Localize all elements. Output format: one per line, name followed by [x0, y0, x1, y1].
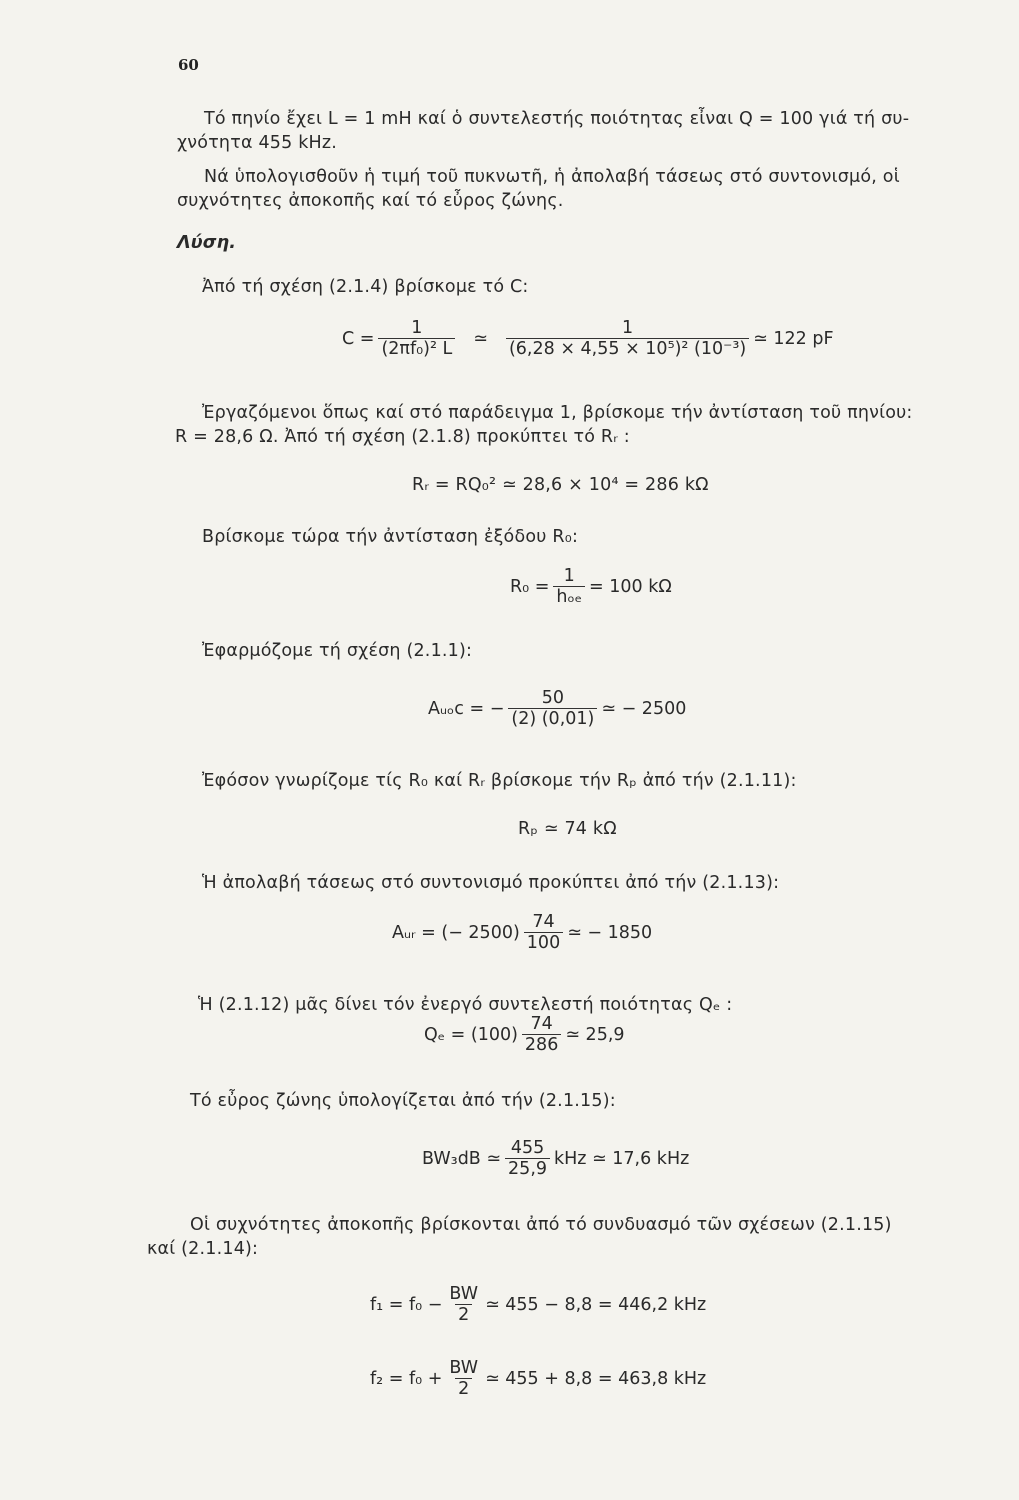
equation-aur [392, 912, 652, 953]
eq-aur-den: 100 [524, 932, 563, 953]
text-qe: Ἡ (2.1.12) μᾶς δίνει τόν ἐνεργό συντελεστή ποιότητας Qₑ : [198, 995, 733, 1015]
eq-c-approx: ≃ [473, 328, 488, 349]
problem-line-4: συχνότητες ἀποκοπῆς καί τό εὖρος ζώνης. [177, 191, 564, 211]
eq-ro-rhs: = 100 kΩ [589, 576, 672, 597]
eq-f2-den: 2 [455, 1378, 472, 1399]
text-coil-resistance-2: R = 28,6 Ω. Ἀπό τή σχέση (2.1.8) προκύπτει τό Rᵣ : [175, 427, 630, 447]
eq-auoc-den: (2) (0,01) [508, 708, 597, 729]
eq-c-result: ≃ 122 pF [753, 328, 834, 349]
eq-aur-rhs: ≃ − 1850 [567, 922, 653, 943]
problem-line-2: χνότητα 455 kHz. [177, 133, 338, 153]
text-cutoff-1: Οἱ συχνότητες ἀποκοπῆς βρίσκονται ἀπό τό συνδυασμό τῶν σχέσεων (2.1.15) [190, 1215, 892, 1235]
eq-auoc-num: 50 [541, 688, 564, 708]
eq-f1-rhs: ≃ 455 − 8,8 = 446,2 kHz [485, 1294, 707, 1315]
eq-c-den-1: (2πf₀)² L [378, 338, 455, 359]
eq-qe-rhs: ≃ 25,9 [565, 1024, 625, 1045]
eq-c-num-2: 1 [622, 318, 634, 338]
eq-f1-den: 2 [455, 1304, 472, 1325]
text-gain: Ἡ ἀπολαβή τάσεως στό συντονισμό προκύπτει ἀπό τήν (2.1.13): [202, 873, 780, 893]
solution-heading: Λύση. [177, 233, 237, 253]
eq-c-lhs: C = [342, 328, 375, 349]
eq-aur-lhs: Aᵤᵣ = (− 2500) [392, 922, 520, 943]
equation-f2 [370, 1358, 706, 1399]
eq-ro-num: 1 [563, 566, 575, 586]
eq-bw-lhs: BW₃dB ≃ [422, 1148, 502, 1169]
equation-ro [510, 566, 672, 607]
eq-bw-rhs: kHz ≃ 17,6 kHz [554, 1148, 690, 1169]
equation-qe [424, 1014, 625, 1055]
eq-qe-fraction [522, 1014, 561, 1055]
eq-c-num-1: 1 [411, 318, 423, 338]
eq-aur-num: 74 [532, 912, 555, 932]
text-apply: Ἐφαρμόζομε τή σχέση (2.1.1): [202, 641, 473, 661]
equation-rr: Rᵣ = RQ₀² ≃ 28,6 × 10⁴ = 286 kΩ [412, 475, 709, 495]
equation-bw [422, 1138, 689, 1179]
eq-bw-num: 455 [510, 1138, 545, 1158]
eq-f2-rhs: ≃ 455 + 8,8 = 463,8 kHz [485, 1368, 707, 1389]
equation-f1 [370, 1284, 706, 1325]
eq-aur-fraction [524, 912, 563, 953]
eq-bw-fraction [505, 1138, 550, 1179]
page-number: 60 [178, 56, 199, 74]
text-coil-resistance-1: Ἐργαζόμενοι ὅπως καί στό παράδειγμα 1, βρίσκομε τήν ἀντίσταση τοῦ πηνίου: [202, 403, 913, 423]
eq-f2-fraction [446, 1358, 481, 1399]
text-find-c: Ἀπό τή σχέση (2.1.4) βρίσκομε τό C: [202, 277, 529, 297]
equation-auoc [428, 688, 686, 729]
eq-f1-lhs: f₁ = f₀ − [370, 1294, 443, 1315]
eq-f2-num: BW [449, 1358, 479, 1378]
text-find-ro: Βρίσκομε τώρα τήν ἀντίσταση ἐξόδου R₀: [202, 527, 579, 547]
eq-qe-num: 74 [530, 1014, 553, 1034]
eq-qe-lhs: Qₑ = (100) [424, 1024, 518, 1045]
eq-c-fraction-1 [378, 318, 455, 359]
eq-f2-lhs: f₂ = f₀ + [370, 1368, 443, 1389]
equation-rp: Rₚ ≃ 74 kΩ [518, 819, 617, 839]
eq-c-fraction-2 [506, 318, 749, 359]
eq-auoc-fraction [508, 688, 597, 729]
eq-ro-den: hₒₑ [553, 586, 585, 607]
eq-bw-den: 25,9 [505, 1158, 550, 1179]
eq-ro-lhs: R₀ = [510, 576, 550, 597]
text-find-rp: Ἐφόσον γνωρίζομε τίς R₀ καί Rᵣ βρίσκομε τήν Rₚ ἀπό τήν (2.1.11): [202, 771, 797, 791]
problem-line-3: Νά ὑπολογισθοῦν ἡ τιμή τοῦ πυκνωτῆ, ἡ ἀπολαβή τάσεως στό συντονισμό, οἱ [204, 167, 900, 187]
eq-f1-fraction [446, 1284, 481, 1325]
text-bandwidth: Τό εὖρος ζώνης ὑπολογίζεται ἀπό τήν (2.1.15): [190, 1091, 616, 1111]
eq-auoc-rhs: ≃ − 2500 [601, 698, 687, 719]
eq-qe-den: 286 [522, 1034, 561, 1055]
eq-c-den-2: (6,28 × 4,55 × 10⁵)² (10⁻³) [506, 338, 749, 359]
text-cutoff-2: καί (2.1.14): [147, 1239, 259, 1259]
eq-auoc-lhs: Aᵤₒc = − [428, 698, 505, 719]
problem-line-1: Τό πηνίο ἔχει L = 1 mH καί ὁ συντελεστής ποιότητας εἶναι Q = 100 γιά τή συ- [204, 109, 910, 129]
eq-ro-fraction [553, 566, 585, 607]
equation-c [342, 318, 834, 359]
eq-f1-num: BW [449, 1284, 479, 1304]
